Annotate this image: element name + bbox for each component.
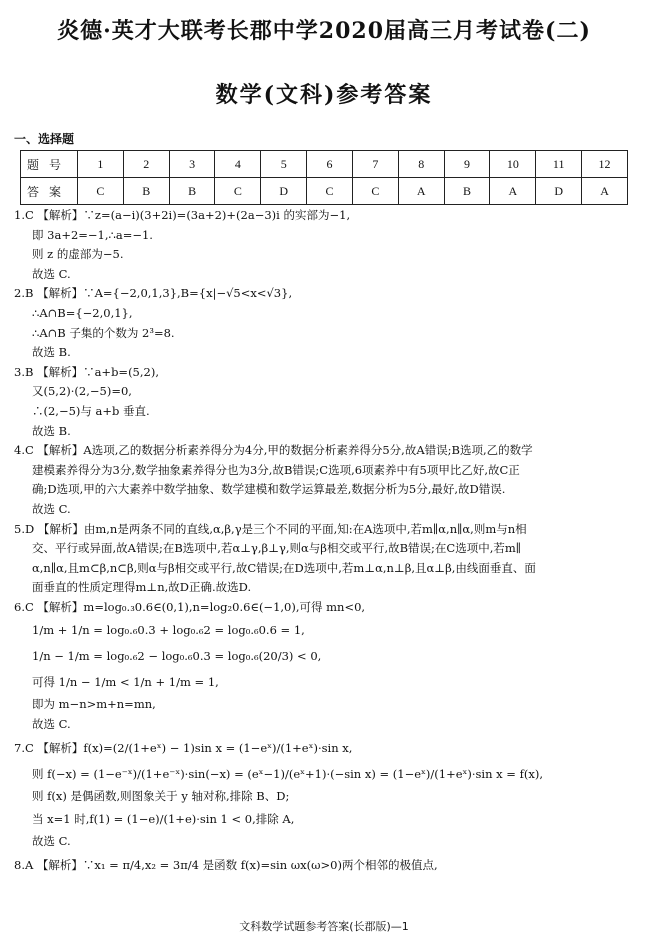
answer-cell: C	[78, 178, 124, 205]
question-number-cell: 3	[169, 151, 215, 178]
question-number-cell: 9	[444, 151, 490, 178]
solution-line: 1/m + 1/n = log₀.₆0.3 + log₀.₆2 = log₀.₆0.6 = 1,	[32, 623, 305, 638]
solution-line: 3.B 【解析】∵a+b=(5,2),	[14, 364, 159, 379]
solution-line: 故选 B.	[32, 423, 71, 438]
answer-cell: A	[398, 178, 444, 205]
answer-cell: A	[490, 178, 536, 205]
answer-cell: A	[582, 178, 628, 205]
answer-cell: C	[215, 178, 261, 205]
question-number-cell: 7	[352, 151, 398, 178]
solution-line: 故选 C.	[32, 266, 71, 281]
solution-line: 2.B 【解析】∵A={−2,0,1,3},B={x|−√5<x<√3},	[14, 286, 293, 301]
solution-line: 则 f(x) 是偶函数,则图象关于 y 轴对称,排除 B、D;	[32, 788, 290, 803]
solution-line: α,n∥α,且m⊂β,n⊂β,则α与β相交或平行,故C错误;在D选项中,若m⊥α,n⊥β,且α⊥β,由线面垂直、面	[32, 560, 536, 575]
solution-line: 又(5,2)·(2,−5)=0,	[32, 384, 132, 399]
solution-line: 确;D选项,甲的六大素养中数学抽象、数学建模和数学运算最差,数据分析为5分,最好,故D错误.	[32, 482, 506, 497]
solution-line: ∴A∩B 子集的个数为 2³=8.	[32, 325, 175, 340]
document-title: 炎德·英才大联考长郡中学2020届高三月考试卷(二)	[57, 18, 591, 44]
question-number-cell: 4	[215, 151, 261, 178]
solution-line: ∴(2,−5)与 a+b 垂直.	[32, 403, 150, 418]
solution-line: ∴A∩B={−2,0,1},	[32, 305, 133, 320]
question-number-cell: 2	[123, 151, 169, 178]
question-number-cell: 5	[261, 151, 307, 178]
answer-cell: D	[261, 178, 307, 205]
answer-table-answer-label: 答案	[21, 178, 78, 205]
solution-line: 8.A 【解析】∵x₁ = π/4,x₂ = 3π/4 是函数 f(x)=sin ωx(ω>0)两个相邻的极值点,	[14, 857, 438, 872]
solution-line: 则 z 的虚部为−5.	[32, 247, 124, 262]
question-number-cell: 1	[78, 151, 124, 178]
solution-line: 当 x=1 时,f(1) = (1−e)/(1+e)·sin 1 < 0,排除 A,	[32, 812, 295, 827]
solution-line: 1/n − 1/m = log₀.₆2 − log₀.₆0.3 = log₀.₆(20/3) < 0,	[32, 649, 322, 664]
solution-line: 7.C 【解析】f(x)=(2/(1+eˣ) − 1)sin x = (1−eˣ)/(1+eˣ)·sin x,	[14, 740, 353, 755]
answer-table-answer-row	[21, 178, 628, 205]
question-number-cell: 8	[398, 151, 444, 178]
solution-line: 故选 C.	[32, 717, 71, 732]
solution-line: 交、平行或异面,故A错误;在B选项中,若α⊥γ,β⊥γ,则α与β相交或平行,故B错误;在C选项中,若m∥	[32, 541, 522, 556]
answer-cell: B	[123, 178, 169, 205]
solution-line: 建模素养得分为3分,数学抽象素养得分也为3分,故B错误;C选项,6项素养中有5项甲比乙好,故C正	[32, 462, 520, 477]
question-number-cell: 12	[582, 151, 628, 178]
solution-line: 6.C 【解析】m=log₀.₃0.6∈(0,1),n=log₂0.6∈(−1,0),可得 mn<0,	[14, 599, 366, 614]
solution-line: 面垂直的性质定理得m⊥n,故D正确.故选D.	[32, 580, 252, 595]
solution-line: 5.D 【解析】由m,n是两条不同的直线,α,β,γ是三个不同的平面,知:在A选项中,若m∥α,n∥α,则m与n相	[14, 521, 527, 536]
question-number-cell: 11	[536, 151, 582, 178]
answer-table	[20, 150, 628, 205]
answer-cell: C	[352, 178, 398, 205]
answer-cell: B	[444, 178, 490, 205]
answer-cell: B	[169, 178, 215, 205]
solution-line: 4.C 【解析】A选项,乙的数据分析素养得分为4分,甲的数据分析素养得分5分,故A错误;B选项,乙的数学	[14, 443, 533, 458]
answer-table-number-row	[21, 151, 628, 178]
answer-cell: D	[536, 178, 582, 205]
page-footer: 文科数学试题参考答案(长郡版)—1	[239, 920, 409, 933]
answer-table-number-label: 题号	[21, 151, 78, 178]
question-number-cell: 6	[307, 151, 353, 178]
solution-line: 则 f(−x) = (1−e⁻ˣ)/(1+e⁻ˣ)·sin(−x) = (eˣ−1)/(eˣ+1)·(−sin x) = (1−eˣ)/(1+eˣ)·sin x = f(x),	[32, 766, 543, 781]
section-title: 一、选择题	[14, 132, 75, 146]
solution-line: 可得 1/n − 1/m < 1/n + 1/m = 1,	[32, 675, 219, 690]
solution-line: 即为 m−n>m+n=mn,	[32, 697, 156, 712]
document-subtitle: 数学(文科)参考答案	[215, 82, 433, 108]
solution-line: 即 3a+2=−1,∴a=−1.	[32, 227, 153, 242]
solution-line: 故选 C.	[32, 834, 71, 849]
solution-line: 故选 B.	[32, 345, 71, 360]
answer-cell: C	[307, 178, 353, 205]
solution-line: 故选 C.	[32, 501, 71, 516]
question-number-cell: 10	[490, 151, 536, 178]
solution-body	[14, 206, 634, 878]
solution-line: 1.C 【解析】∵z=(a−i)(3+2i)=(3a+2)+(2a−3)i 的实部为−1,	[14, 208, 351, 222]
